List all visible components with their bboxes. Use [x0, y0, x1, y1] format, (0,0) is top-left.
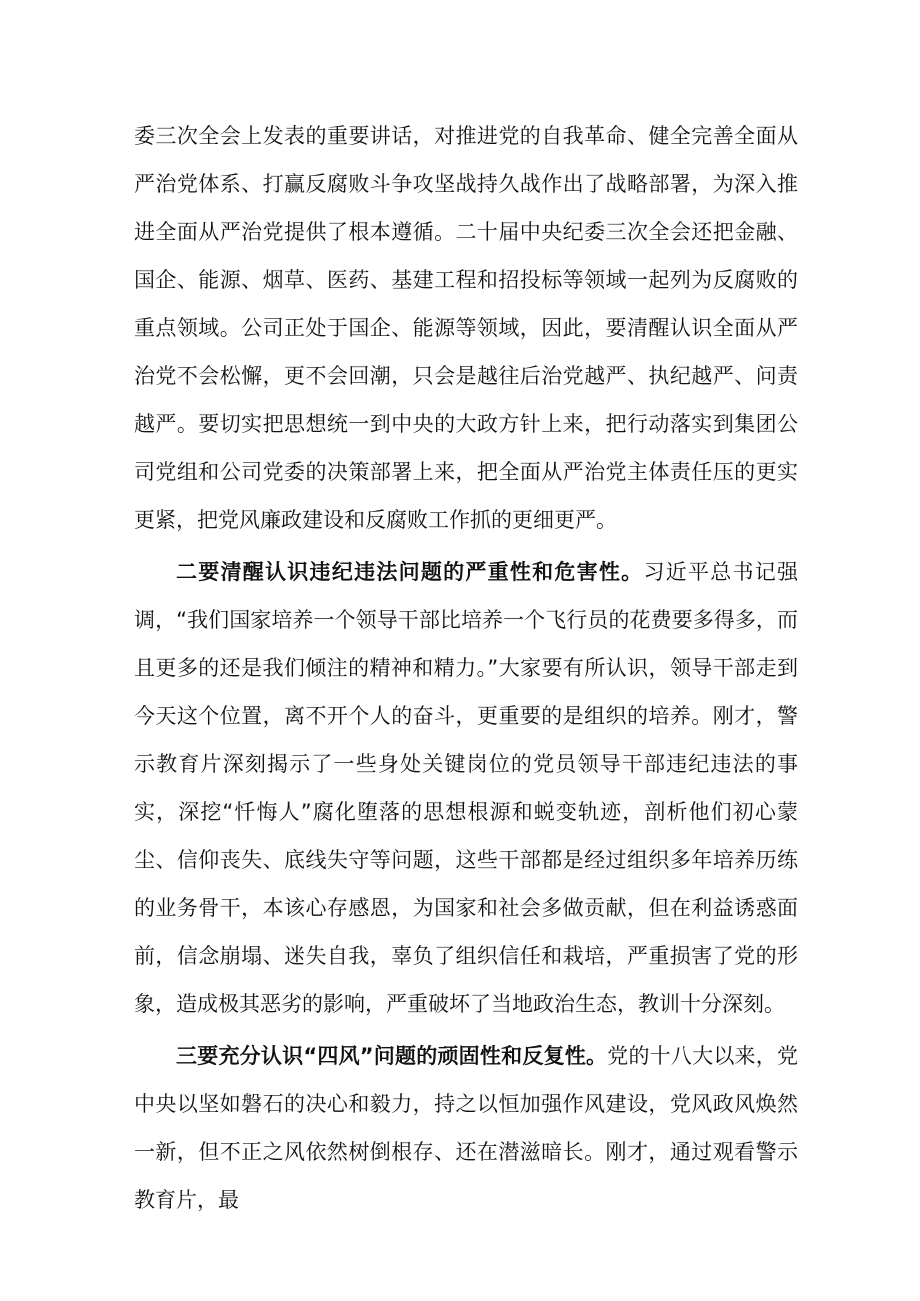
paragraph-2-lead: 二要清醒认识违纪违法问题的严重性和危害性。 — [176, 560, 644, 584]
paragraph-3-text: 党的十八大以来，党中央以坚如磐石的决心和毅力，持之以恒加强作风建设，党风政风焕然一新，但不正之风依然树倒根存、还在潜滋暗长。刚才，通过观看警示教育片，最 — [134, 1044, 798, 1212]
paragraph-3-lead: 三要充分认识“四风”问题的顽固性和反复性。 — [176, 1044, 608, 1068]
paragraph-3 — [134, 1032, 798, 1224]
document-page — [134, 112, 798, 1224]
paragraph-2 — [134, 548, 798, 1028]
paragraph-2-text: 习近平总书记强调，“我们国家培养一个领导干部比培养一个飞行员的花费要多得多，而且更多的还是我们倾注的精神和精力。”大家要有所认识，领导干部走到今天这个位置，离不开个人的奋斗，更重要的是组织的培养。刚才，警示教育片深刻揭示了一些身处关键岗位的党员领导干部违纪违法的事实，深挖“忏悔人”腐化堕落的思想根源和蜕变轨迹，剖析他们初心蒙尘、信仰丧失、底线失守等问题，这些干部都是经过组织多年培养历练的业务骨干，本该心存感恩，为国家和社会多做贡献，但在利益诱惑面前，信念崩塌、迷失自我，辜负了组织信任和栽培，严重损害了党的形象，造成极其恶劣的影响，严重破坏了当地政治生态，教训十分深刻。 — [134, 560, 799, 1016]
paragraph-1-text: 委三次全会上发表的重要讲话，对推进党的自我革命、健全完善全面从严治党体系、打赢反腐败斗争攻坚战持久战作出了战略部署，为深入推进全面从严治党提供了根本遵循。二十届中央纪委三次全会还把金融、国企、能源、烟草、医药、基建工程和招投标等领域一起列为反腐败的重点领域。公司正处于国企、能源等领域，因此，要清醒认识全面从严治党不会松懈，更不会回潮，只会是越往后治党越严、执纪越严、问责越严。要切实把思想统一到中央的大政方针上来，把行动落实到集团公司党组和公司党委的决策部署上来，把全面从严治党主体责任压的更实更紧，把党风廉政建设和反腐败工作抓的更细更严。 — [134, 124, 798, 532]
paragraph-1 — [134, 112, 798, 544]
